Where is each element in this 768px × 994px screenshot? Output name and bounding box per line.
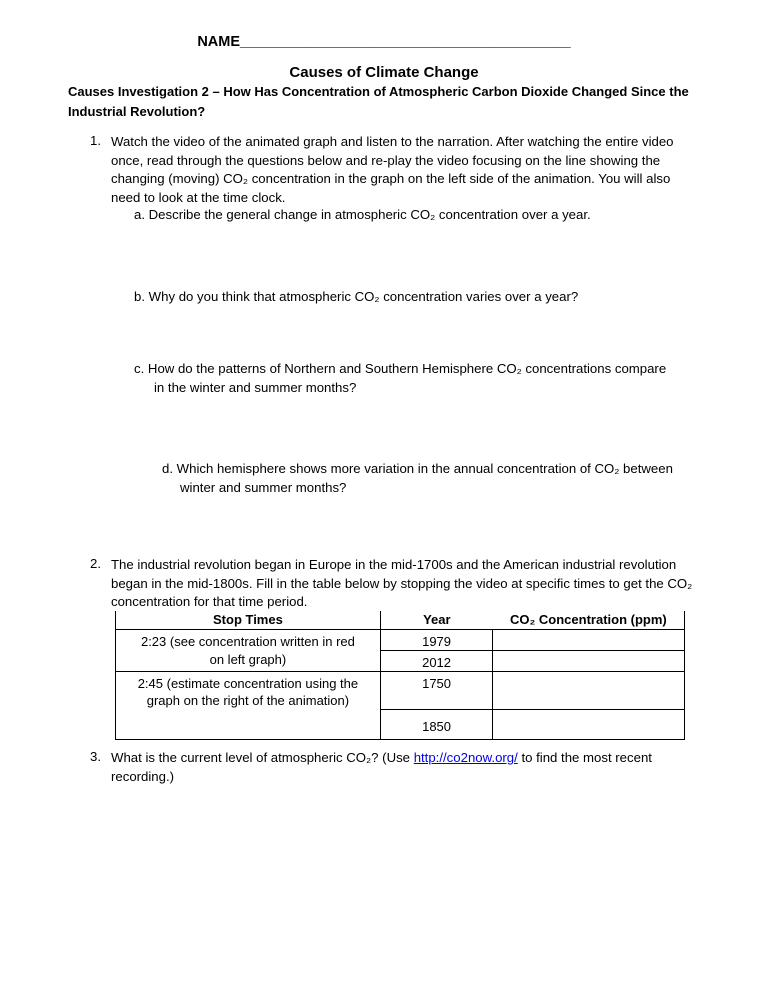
question-3-number: 3. bbox=[90, 749, 101, 764]
year-cell: 2012 bbox=[380, 651, 492, 672]
co2-answer-cell[interactable] bbox=[493, 630, 685, 651]
year-cell: 1850 bbox=[380, 709, 492, 740]
table-row bbox=[116, 630, 685, 651]
co2now-link[interactable]: http://co2now.org/ bbox=[413, 750, 518, 765]
page-subtitle: Causes Investigation 2 – How Has Concentration of Atmospheric Carbon Dioxide Changed Since the Industrial Revolution? bbox=[68, 84, 689, 119]
question-2-number: 2. bbox=[90, 556, 101, 571]
question-1c-line2: in the winter and summer months? bbox=[154, 380, 357, 395]
question-1-number: 1. bbox=[90, 133, 101, 148]
header-stop-times: Stop Times bbox=[116, 611, 381, 630]
question-3-text-after: to find the most recent recording.) bbox=[111, 750, 652, 784]
stop-time-cell: on left graph) bbox=[116, 651, 381, 672]
page-title: Causes of Climate Change bbox=[289, 64, 479, 81]
question-3-text bbox=[111, 749, 691, 786]
year-cell: 1979 bbox=[380, 630, 492, 651]
table-header-row bbox=[116, 611, 685, 630]
stop-time-cell: 2:45 (estimate concentration using the bbox=[116, 672, 381, 693]
table-row bbox=[116, 651, 685, 672]
table-row bbox=[116, 672, 685, 693]
stop-time-cell: graph on the right of the animation) bbox=[116, 692, 381, 709]
question-1d-line1: d. Which hemisphere shows more variation in the annual concentration of CO₂ between bbox=[162, 461, 673, 476]
stop-time-cell-empty bbox=[116, 709, 381, 740]
question-1c-line1: c. How do the patterns of Northern and Southern Hemisphere CO₂ concentrations compare bbox=[134, 361, 667, 376]
co2-answer-cell[interactable] bbox=[493, 709, 685, 740]
question-1d-line2: winter and summer months? bbox=[180, 480, 347, 495]
co2-answer-cell[interactable] bbox=[493, 651, 685, 672]
co2-table bbox=[115, 611, 685, 740]
header-co2-concentration: CO₂ Concentration (ppm) bbox=[493, 611, 685, 630]
question-1b: b. Why do you think that atmospheric CO₂ concentration varies over a year? bbox=[134, 289, 579, 304]
question-3-text-before: What is the current level of atmospheric CO₂? (Use bbox=[111, 750, 414, 765]
question-2-text: The industrial revolution began in Europe in the mid-1700s and the American industrial revolution began in the mid-1800s. Fill in the table below by stopping the video at specific times to get the CO₂ concentration for that time period. bbox=[111, 557, 693, 610]
table-row bbox=[116, 709, 685, 740]
name-field-label: NAME_________________________________________ bbox=[197, 34, 571, 50]
co2-answer-cell[interactable] bbox=[493, 672, 685, 710]
stop-time-cell: 2:23 (see concentration written in red bbox=[116, 630, 381, 651]
header-year: Year bbox=[423, 612, 451, 627]
question-1-text: Watch the video of the animated graph and listen to the narration. After watching the entire video once, read through the questions below and re-play the video focusing on the line showing the changing (moving) CO₂ concentration in the graph on the left side of the animation. You will also need to look at the time clock. bbox=[111, 134, 674, 205]
question-1a: a. Describe the general change in atmospheric CO₂ concentration over a year. bbox=[134, 207, 591, 222]
year-cell: 1750 bbox=[380, 672, 492, 710]
